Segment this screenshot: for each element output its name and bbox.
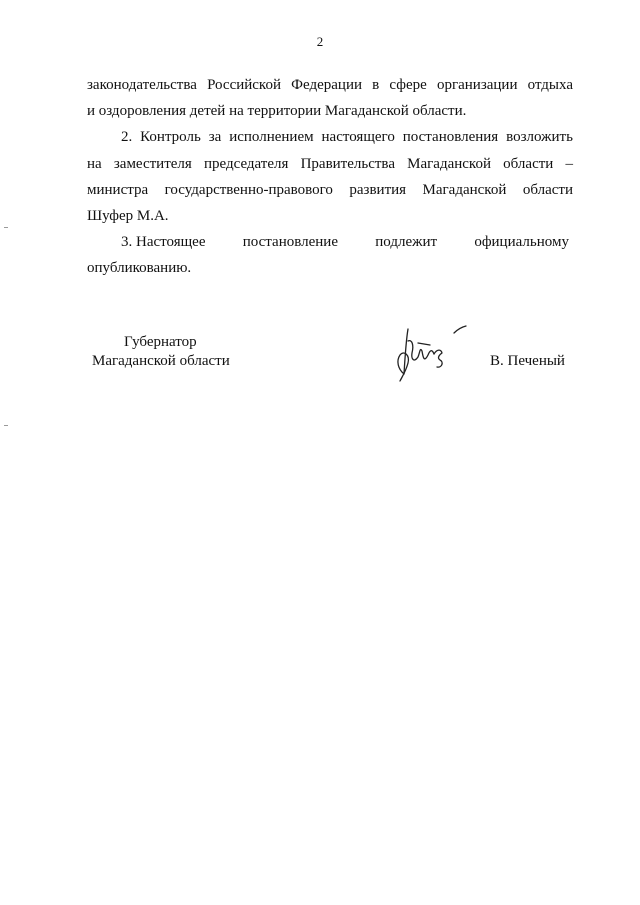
word: постановление (242, 234, 338, 250)
word: председателя (203, 156, 289, 172)
word: 2. (121, 129, 133, 145)
word: области (522, 182, 573, 198)
signatory-name: В. Печеный (490, 353, 565, 369)
paragraph-2-line-4: Шуфер М.А. (87, 208, 169, 224)
word: государственно-правового (164, 182, 333, 198)
paragraph-3-line-1 (121, 233, 569, 251)
word: за (208, 129, 222, 145)
word: настоящего (321, 129, 395, 145)
word: области (503, 156, 554, 172)
word: Магаданской (422, 182, 507, 198)
signatory-title-line-2: Магаданской области (92, 353, 230, 369)
word: возложить (506, 129, 573, 145)
word: подлежит (375, 234, 438, 250)
word: 3. Настоящее (121, 234, 206, 250)
word: – (565, 156, 573, 172)
scan-margin-mark (4, 425, 8, 426)
word: официальному (474, 234, 569, 250)
paragraph-1-line-1 (87, 76, 573, 94)
word: Федерации (291, 77, 362, 93)
paragraph-1-line-2: и оздоровления детей на территории Магаданской области. (87, 103, 467, 119)
handwritten-signature (392, 319, 477, 389)
word: заместителя (113, 156, 192, 172)
word: министра (87, 182, 149, 198)
word: Магаданской (407, 156, 491, 172)
paragraph-3-line-2: опубликованию. (87, 260, 192, 276)
word: отдыха (527, 77, 573, 93)
word: развития (349, 182, 407, 198)
word: Контроль (140, 129, 201, 145)
signatory-title-line-1: Губернатор (124, 334, 197, 350)
paragraph-2-line-3 (87, 181, 573, 199)
word: на (87, 156, 102, 172)
page-number: 2 (316, 34, 324, 49)
paragraph-2-line-2 (87, 155, 573, 173)
word: организации (436, 77, 518, 93)
word: Российской (207, 77, 281, 93)
word: законодательства (87, 77, 197, 93)
word: сфере (389, 77, 427, 93)
paragraph-2-line-1 (121, 128, 573, 146)
scan-margin-mark (4, 227, 8, 228)
word: постановления (402, 129, 499, 145)
word: исполнением (229, 129, 314, 145)
word: в (372, 77, 380, 93)
word: Правительства (300, 156, 395, 172)
